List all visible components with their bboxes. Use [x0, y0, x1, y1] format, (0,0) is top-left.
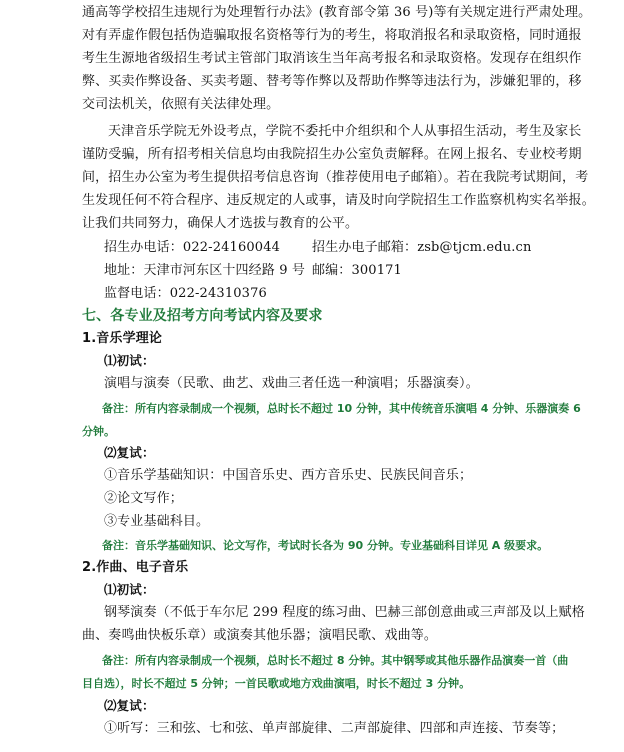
contact-postcode: 邮编：300171 — [312, 263, 402, 278]
para1-line-3: 考生生源地省级招生考试主管部门取消该生当年高考报名和录取资格。发现存在组织作 — [82, 51, 582, 66]
composition-heading: 2.作曲、电子音乐 — [82, 560, 189, 575]
para2-line-3: 间，招生办公室为考生提供招考信息咨询（推荐使用电子邮箱）。若在我院考试期间，考 — [82, 170, 589, 185]
music-theory-retest-item-3: ③专业基础科目。 — [104, 514, 210, 529]
music-theory-retest-note: 备注：音乐学基础知识、论文写作，考试时长各为 90 分钟。专业基础科目详见 A 级要求。 — [102, 539, 549, 552]
contact-phone: 招生办电话：022-24160044 — [104, 240, 281, 255]
music-theory-heading: 1.音乐学理论 — [82, 331, 163, 346]
para2-line-2: 谨防受骗，所有招考相关信息均由我院招生办公室负责解释。在网上报名、专业校考期 — [82, 147, 582, 162]
music-theory-prelim-note-2: 分钟。 — [82, 425, 115, 438]
para2-line-4: 生发现任何不符合程序、违反规定的人或事，请及时向学院招生工作监察机构实名举报。 — [82, 193, 595, 208]
composition-prelim-label: ⑴初试： — [104, 582, 155, 597]
para1-line-4: 弊、买卖作弊设备、买卖考题、替考等作弊以及帮助作弊等违法行为，涉嫌犯罪的，移 — [82, 74, 582, 89]
section-7-title: 七、各专业及招考方向考试内容及要求 — [82, 308, 323, 324]
composition-prelim-text-1: 钢琴演奏（不低于车尔尼 299 程度的练习曲、巴赫三部创意曲或三声部及以上赋格 — [104, 605, 585, 620]
composition-prelim-note-1: 备注：所有内容录制成一个视频，总时长不超过 8 分钟。其中钢琴或其他乐器作品演奏一首（曲 — [102, 654, 569, 667]
music-theory-retest-item-2: ②论文写作； — [104, 491, 183, 506]
composition-retest-item-1: ①听写：三和弦、七和弦、单声部旋律、二声部旋律、四部和声连接、节奏等； — [104, 721, 565, 736]
music-theory-prelim-label: ⑴初试： — [104, 353, 155, 368]
para1-line-2: 对有弄虚作假包括伪造骗取报名资格等行为的考生，将取消报名和录取资格，同时通报 — [82, 28, 582, 43]
music-theory-retest-label: ⑵复试： — [104, 445, 155, 460]
music-theory-prelim-note-1: 备注：所有内容录制成一个视频，总时长不超过 10 分钟，其中传统音乐演唱 4 分钟、乐器演奏 6 — [102, 402, 581, 415]
para1-line-1: 通高等学校招生违规行为处理暂行办法》(教育部令第 36 号)等有关规定进行严肃处理。 — [82, 5, 592, 20]
music-theory-retest-item-1: ①音乐学基础知识：中国音乐史、西方音乐史、民族民间音乐； — [104, 468, 473, 483]
para2-line-5: 让我们共同努力，确保人才选拔与教育的公平。 — [82, 216, 359, 231]
composition-prelim-note-2: 目自选），时长不超过 5 分钟；一首民歌或地方戏曲演唱，时长不超过 3 分钟。 — [82, 677, 471, 690]
music-theory-prelim-text: 演唱与演奏（民歌、曲艺、戏曲三者任选一种演唱；乐器演奏）。 — [104, 376, 479, 391]
para2-line-1: 天津音乐学院无外设考点，学院不委托中介组织和个人从事招生活动，考生及家长 — [108, 124, 582, 139]
contact-supervise-phone: 监督电话：022-24310376 — [104, 286, 267, 301]
composition-prelim-text-2: 曲、奏鸣曲快板乐章）或演奏其他乐器；演唱民歌、戏曲等。 — [82, 628, 438, 643]
composition-retest-label: ⑵复试： — [104, 698, 155, 713]
para1-line-5: 交司法机关，依照有关法律处理。 — [82, 97, 280, 112]
contact-email: 招生办电子邮箱：zsb@tjcm.edu.cn — [312, 240, 532, 255]
contact-address: 地址：天津市河东区十四经路 9 号 — [104, 263, 306, 278]
